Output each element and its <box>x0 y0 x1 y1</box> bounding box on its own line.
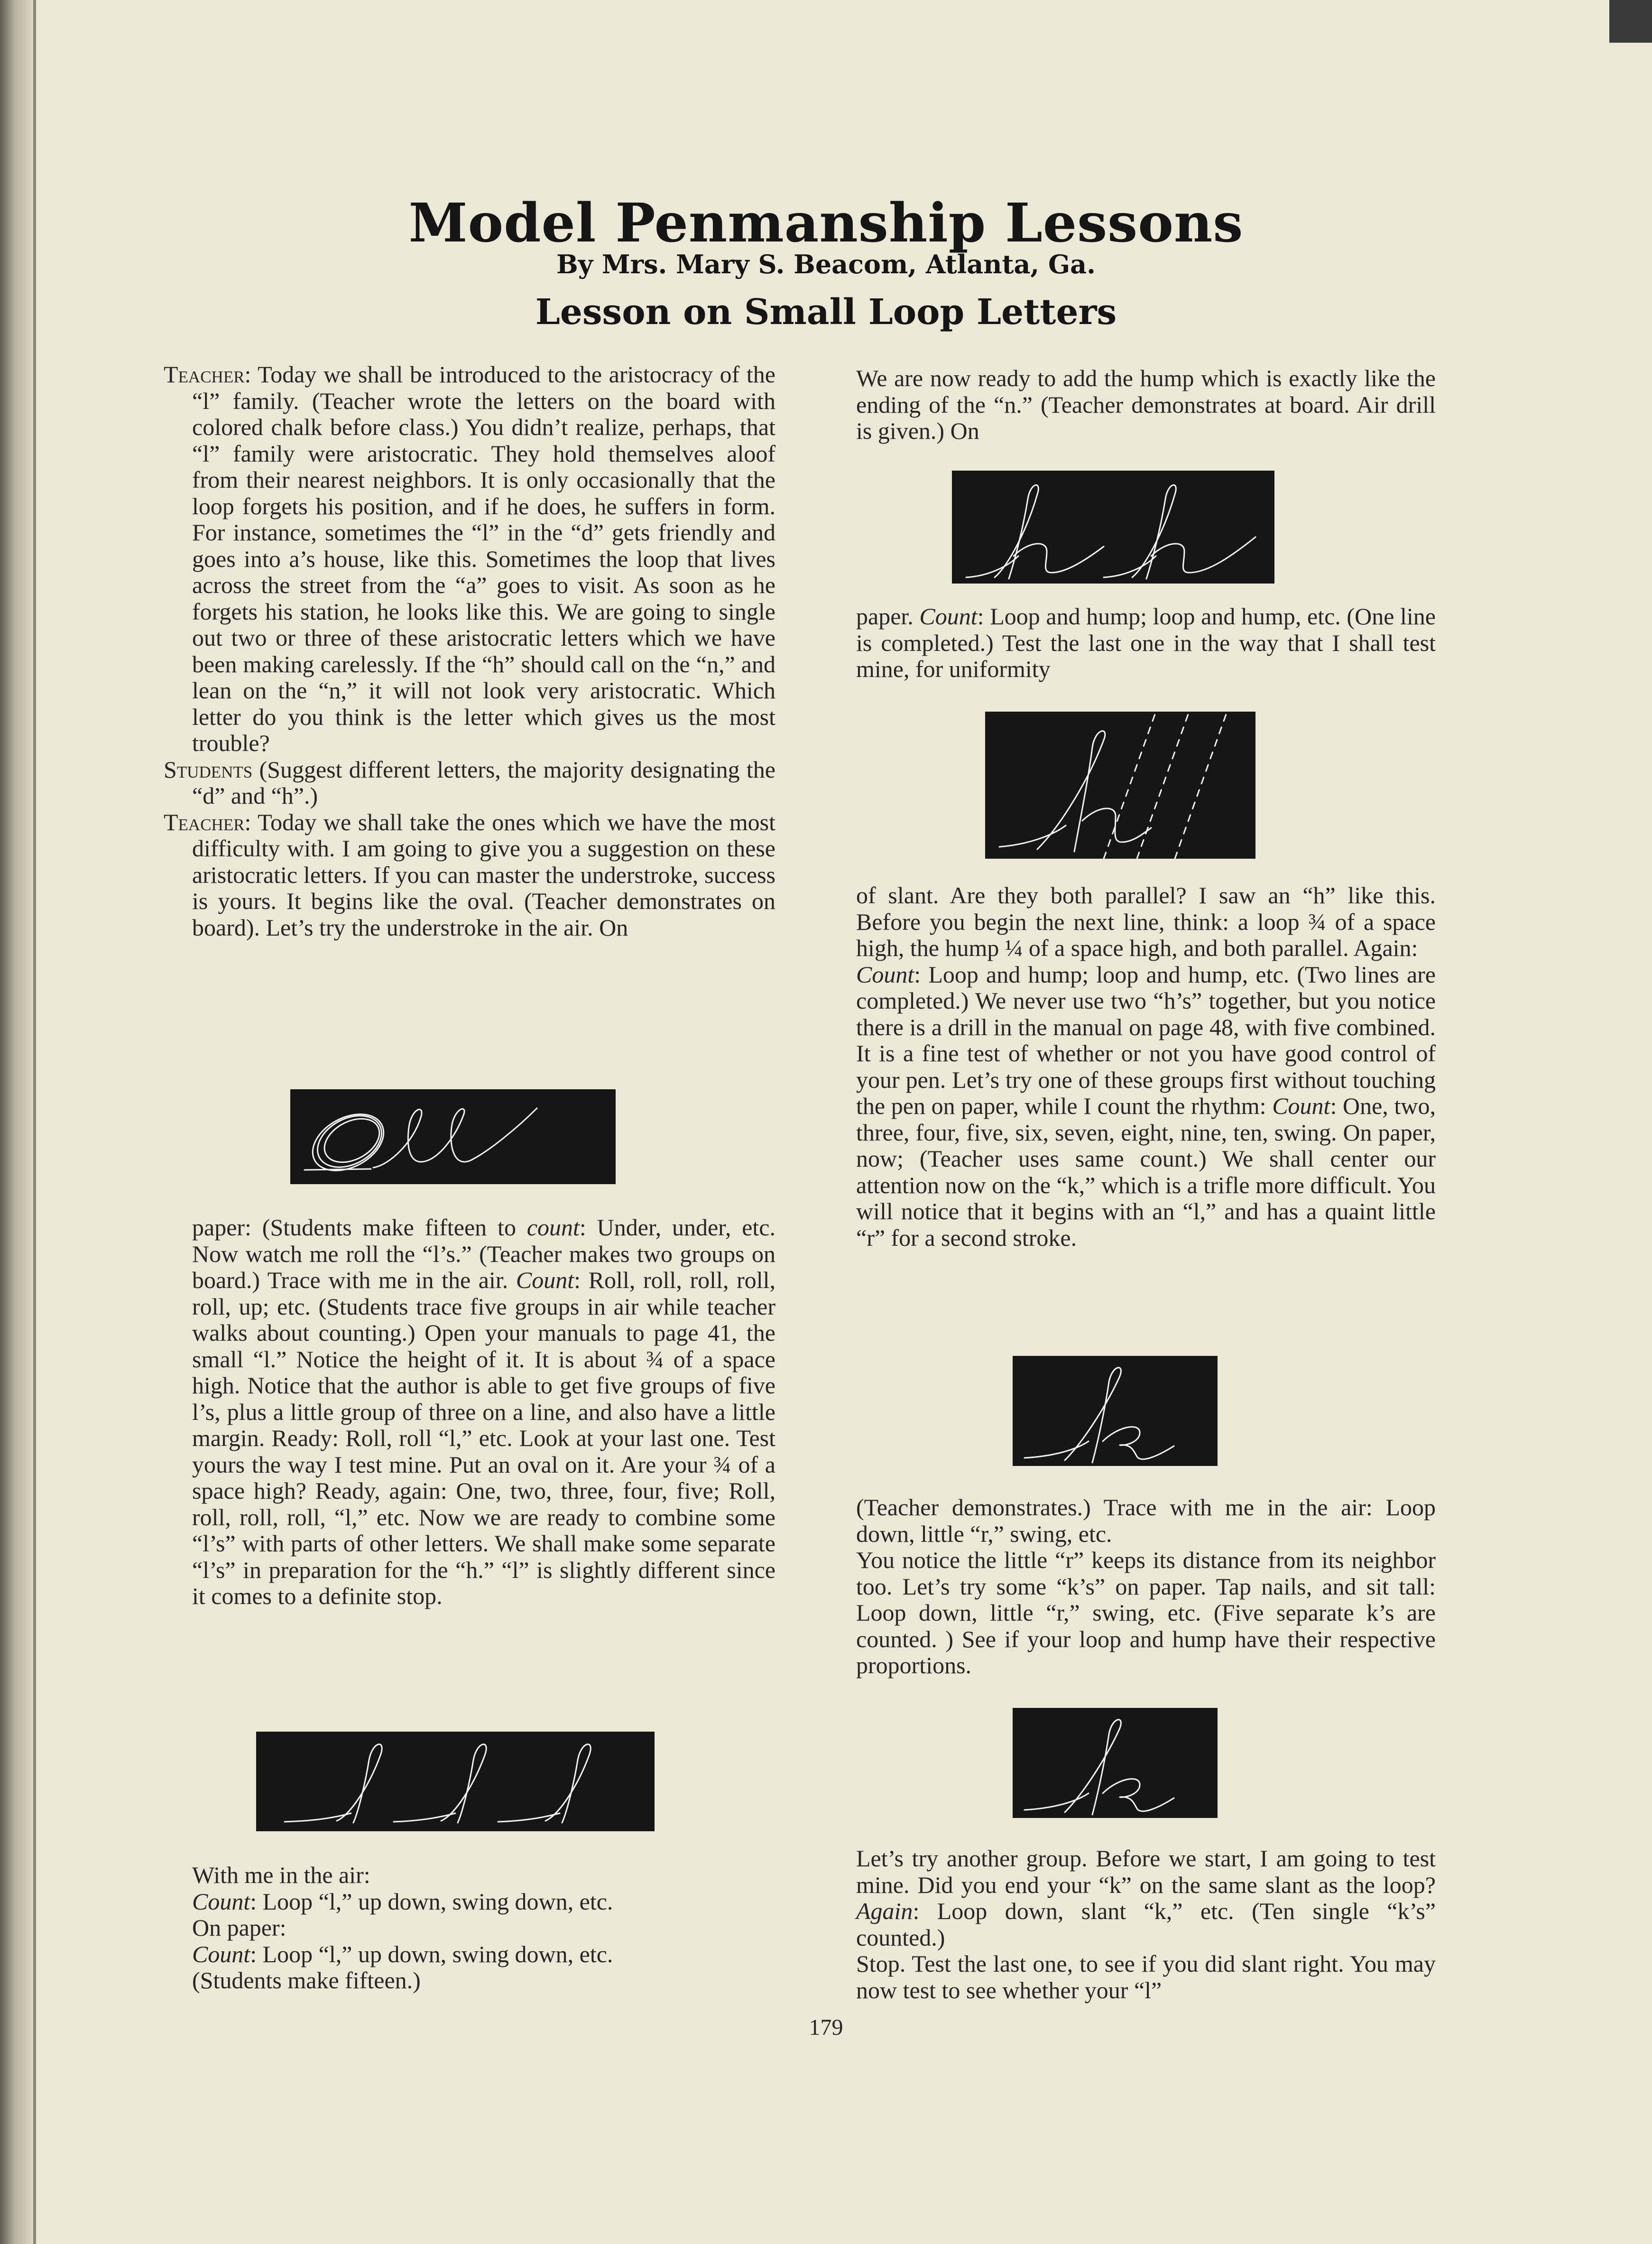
handwriting-plate-h-slant-test <box>985 712 1255 859</box>
scan-background-corner <box>1609 0 1652 43</box>
little-r-paragraph: You notice the little “r” keeps its distance from its neighbor too. Let’s try some “k’s” on paper. Tap nails, and sit tall: Loop down, little “r,” swing, etc. (Five separate k’s are counted. ) See if your loop and hump have their respective proportions. <box>856 1547 1436 1678</box>
loop-and-hump-paragraph: paper. Count: Loop and hump; loop and hump, etc. (One line is completed.) Test the last one in the way that I shall test mine, for uniformity <box>856 603 1436 682</box>
handwriting-plate-lll <box>256 1732 655 1831</box>
speaker-label: Teacher <box>164 808 245 835</box>
right-column-block-3 <box>856 882 1436 1251</box>
students-note-line: (Students make fifteen.) <box>192 1967 421 1994</box>
students-paragraph: Students (Suggest different letters, the majority designating the “d” and “h”.) <box>164 756 775 809</box>
right-column-block-1 <box>856 365 1436 445</box>
right-column-block-5 <box>856 1845 1436 2003</box>
handwriting-plate-hh <box>952 471 1274 584</box>
count-line-1: Count: Loop “l,” up down, swing down, etc. <box>192 1888 613 1915</box>
right-column-block-4 <box>856 1494 1436 1679</box>
article-subtitle: Lesson on Small Loop Letters <box>535 292 1117 333</box>
article-byline: By Mrs. Mary S. Beacom, Atlanta, Ga. <box>556 249 1096 279</box>
teacher-paragraph-1: Teacher: Today we shall be introduced to the aristocracy of the “l” family. (Teacher wrote the letters on the board with colored chalk before class.) You didn’t realize, perhaps, that “l” family were aristocratic. They hold themselves aloof from their nearest neighbors. It is only occasionally that the loop forgets his position, and if he does, he suffers in form. For instance, sometimes the “l” in the “d” gets friendly and goes into a’s house, like this. Sometimes the loop that lives across the street from the “a” goes to visit. As soon as he forgets his station, he looks like this. We are going to single out two or three of these aristocratic letters which we have been making carelessly. If the “h” should call on the “n,” and lean on the “n,” it will not look very aristocratic. Which letter do you think is the letter which gives us the most trouble? <box>164 361 775 756</box>
handwriting-plate-oval-ll <box>290 1089 616 1184</box>
teacher-demonstrates-paragraph: (Teacher demonstrates.) Trace with me in the air: Loop down, little “r,” swing, etc. <box>856 1494 1436 1547</box>
stop-test-paragraph: Stop. Test the last one, to see if you did slant right. You may now test to see whether your “l” <box>856 1950 1436 2003</box>
another-group-paragraph: Let’s try another group. Before we start, I am going to test mine. Did you end your “k” on the same slant as the loop? Again: Loop down, slant “k,” etc. (Ten single “k’s” counted.) <box>856 1845 1436 1951</box>
left-column-block-3 <box>164 1862 775 1994</box>
handwriting-plate-k <box>1013 1356 1218 1466</box>
article-title: Model Penmanship Lessons <box>408 192 1244 254</box>
teacher-paragraph-2: Teacher: Today we shall take the ones which we have the most difficulty with. I am going to give you a suggestion on these aristocratic letters. If you can master the understroke, success is yours. It begins like the oval. (Teacher demonstrates on board). Let’s try the understroke in the air. On <box>164 808 775 941</box>
lesson-paragraph-roll: paper: (Students make fifteen to count: Under, under, etc. Now watch me roll the “l’s.” (Teacher makes two groups on board.) Trace with me in the air. Count: Roll, roll, roll, roll, roll, up; etc. (Students trace five groups in air while teacher walks about counting.) Open your manuals to page 41, the small “l.” Notice the height of it. It is about ¾ of a space high. Notice that the author is able to get five groups of five l’s, plus a little group of three on a line, and also have a little margin. Ready: Roll, roll “l,” etc. Look at your last one. Test yours the way I test mine. Put an oval on it. Are your ¾ of a space high? Ready, again: One, two, three, four, five; Roll, roll, roll, roll, “l,” etc. Now we are ready to combine some “l’s” with parts of other letters. We shall make some separate “l’s” in preparation for the “h.” “l” is slightly different since it comes to a definite stop. <box>192 1214 776 1609</box>
left-column-block-1 <box>164 362 775 941</box>
count-line-2: Count: Loop “l,” up down, swing down, etc. <box>192 1940 613 1967</box>
book-spine <box>0 0 33 2244</box>
speaker-label: Teacher <box>164 361 245 388</box>
speaker-label: Students <box>164 756 253 783</box>
right-column-block-2 <box>856 603 1436 683</box>
on-paper-line: On paper: <box>192 1914 286 1941</box>
handwriting-plate-k-2 <box>1013 1708 1218 1818</box>
hump-intro-paragraph: We are now ready to add the hump which is exactly like the ending of the “n.” (Teacher demonstrates at board. Air drill is given.) On <box>856 365 1436 444</box>
left-column-block-2 <box>164 1215 775 1610</box>
page-number: 179 <box>809 2015 843 2040</box>
air-drill-line: With me in the air: <box>192 1862 370 1888</box>
gutter-edge <box>33 0 36 2244</box>
parallel-slant-paragraph: of slant. Are they both parallel? I saw an “h” like this. Before you begin the next line, think: a loop ¾ of a space high, the hump ¼ of a space high, and both parallel. Again: Count: Loop and hump; loop and hump, etc. (Two lines are completed.) We never use two “h’s” together, but you notice there is a drill in the manual on page 48, with five combined. It is a fine test of whether or not you have good control of your pen. Let’s try one of these groups first without touching the pen on paper, while I count the rhythm: Count: One, two, three, four, five, six, seven, eight, nine, ten, swing. On paper, now; (Teacher uses same count.) We shall center our attention now on the “k,” which is a trifle more difficult. You will notice that it begins with an “l,” and has a quaint little “r” for a second stroke. <box>856 882 1436 1251</box>
